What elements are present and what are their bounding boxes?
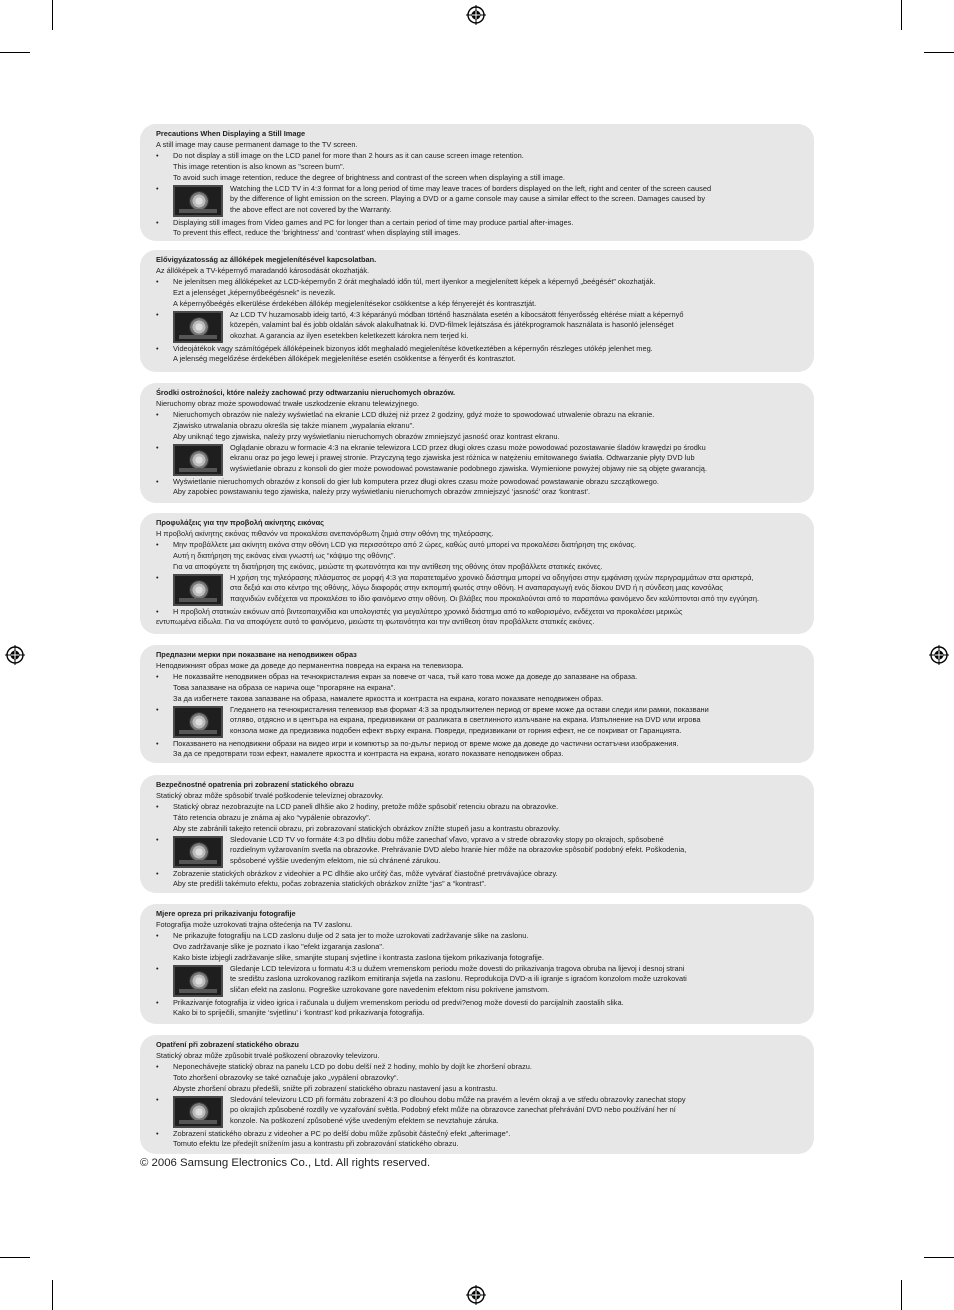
bullet-text: • Μην προβάλλετε μια ακίνητη εικόνα στην οθόνη LCD για περισσότερο από 2 ώρες, καθώς αυτό μπορεί να προκαλέσει διατήρηση της εικόνας.: [156, 540, 804, 551]
crop-mark: [52, 1280, 53, 1310]
bullet-subtext: Ovo zadržavanje slike je poznato i kao "efekt izgaranja zaslona".: [173, 941, 385, 951]
section-intro: Statický obraz môže spôsobiť trvalé poškodenie televíznej obrazovky.: [156, 790, 384, 800]
bullet-subtext: Zjawisko utrwalania obrazu określa się także mianem „wypalania ekranu”.: [173, 420, 415, 430]
bullet-subtext: Abyste zhoršení obrazu předešli, snižte při zobrazení statického obrazu nastavení jasu a kontrastu.: [173, 1083, 498, 1093]
crop-mark: [901, 0, 902, 30]
screen-thumbnail-icon: [173, 965, 223, 997]
bullet-text: • Az LCD TV huzamosabb ideig tartó, 4:3 képarányú módban történő használata esetén a kibocsátott fényerősség eltérése miatt a képernyő: [230, 309, 684, 319]
bullet-subtext: Aby ste predišli takémuto efektu, počas zobrazenia statických obrázkov znížte “jas” a “kontrast”.: [173, 879, 487, 889]
bullet-subtext: Aby zapobiec powstawaniu tego zjawiska, należy przy wyświetlaniu nieruchomych obrazów zmniejszyć ‘jasność’ oraz ‘kontrast’.: [173, 487, 591, 497]
bullet-text: • Ne prikazujte fotografiju na LCD zaslonu dulje od 2 sata jer to može uzrokovati zadržavanje slike na zaslonu.: [156, 931, 804, 942]
screen-thumbnail-icon: [173, 836, 223, 868]
screen-thumbnail-icon: [173, 574, 223, 606]
bullet-subtext: Toto zhoršení obrazovky se také označuje jako „vypálení obrazovky“.: [173, 1072, 399, 1082]
registration-mark-icon: [466, 1285, 486, 1305]
bullet-subtext: Kako biste izbjegli zadržavanje slike, smanjite stupanj svjetline i kontrasta zaslona tijekom prikazivanja fotografije.: [173, 952, 544, 962]
screen-thumbnail-icon: [173, 311, 223, 343]
precautions-section-hungarian: [140, 250, 814, 372]
bullet-text: • Gledanje LCD televizora u formatu 4:3 u dužem vremenskom periodu može dovesti do prikazivanja tragova obruba na lijevoj i desnoj strani: [230, 963, 685, 973]
bullet-text: • Displaying still images from Video games and PC for longer than a certain period of time may produce partial after-images.: [156, 218, 804, 229]
bullet-subtext: To avoid such image retention, reduce the degree of brightness and contrast of the screen when displaying a still image.: [173, 172, 565, 182]
bullet-subtext: Ezt a jelenséget „képernyőbeégésnek” is nevezik.: [173, 287, 336, 297]
bullet-subtext: Aby uniknąć tego zjawiska, należy przy wyświetlaniu nieruchomych obrazów zmniejszyć jasność oraz kontrast ekranu.: [173, 431, 560, 441]
bullet-text: te središtu zaslona uzrokovanog razlikom emitiranja svjetla na zaslonu. Reprodukcija DVD-a ili igranje s igraćom konzolom može uzrokovati: [230, 974, 687, 984]
bullet-text: • Do not display a still image on the LCD panel for more than 2 hours as it can cause screen image retention.: [156, 151, 804, 162]
section-title: Precautions When Displaying a Still Image: [156, 129, 306, 138]
screen-thumbnail-icon: [173, 444, 223, 476]
section-intro: Η προβολή ακίνητης εικόνας πιθανόν να προκαλέσει ανεπανόρθωτη ζημιά στην οθόνη της τηλεόρασης.: [156, 528, 494, 538]
bullet-text: • Prikazivanje fotografija iz video igrica i računala u duljem vremenskom periodu od predvi?enog može dovesti do parcijalnih zaostalih slika.: [156, 998, 804, 1009]
section-title: Προφυλάξεις για την προβολή ακίνητης εικόνας: [156, 518, 325, 527]
bullet-text: конзола може да предизвика подобен ефект върху екрана. Повреди, предизвикани от горния ефект, не се покриват от Гаранцията.: [230, 726, 682, 736]
bullet-text: ekranu oraz po jego lewej i prawej stronie. Przyczyną tego zjawiska jest różnica w natężeniu emitowanego światła. Odtwarzanie płyty DVD lub: [230, 453, 695, 463]
bullet-subtext: Αυτή η διατήρηση της εικόνας είναι γνωστή ως “κάψιμο της οθόνης”.: [173, 550, 396, 560]
crop-mark: [924, 52, 954, 53]
bullet-with-image: [156, 705, 804, 739]
section-intro: Fotografija može uzrokovati trajna oštećenja na TV zaslonu.: [156, 919, 353, 929]
bullet-text: rozdielnym vyžarovaním svetla na obrazovke. Prehrávanie DVD alebo hranie hier môže na obrazovke spôsobiť podobný efekt. Poškodenia,: [230, 845, 687, 855]
bullet-subtext: Aby ste zabránili takejto retencii obrazu, pri zobrazovaní statických obrázkov znížte stupeň jasu a kontrastu obrazovky.: [173, 823, 561, 833]
section-title: Mjere opreza pri prikazivanju fotografije: [156, 909, 296, 918]
bullet-text: • Sledovanie LCD TV vo formáte 4:3 po dlhšiu dobu môže zanechať vľavo, vpravo a v strede obrazovky stopy po okrajoch, spôsobené: [230, 834, 664, 844]
bullet-text: sličan efekt na zaslonu. Pogreške uzrokovane gore navedenim efektom nisu pokrivene jamstvom.: [230, 985, 550, 995]
section-intro: Nieruchomy obraz może spowodować trwałe uszkodzenie ekranu telewizyjnego.: [156, 398, 419, 408]
section-title: Предпазни мерки при показване на неподвижен образ: [156, 650, 357, 659]
section-intro: Неподвижният образ може да доведе до перманентна повреда на екрана на телевизора.: [156, 660, 464, 670]
registration-mark-icon: [5, 645, 25, 665]
section-title: Środki ostrożności, które należy zachować przy odtwarzaniu nieruchomych obrazów.: [156, 388, 456, 397]
precautions-section-english: [140, 124, 814, 241]
bullet-text: • Sledování televizoru LCD při formátu zobrazení 4:3 po dlouhou dobu může na pravém a levém okraji a ve středu obrazovky zanechat stopy: [230, 1094, 686, 1104]
bullet-text: közepén, valamint bal és jobb oldalán sávok alakulhatnak ki. DVD-filmek lejátszása és játékprogramok használata is hasonló jelenséget: [230, 320, 674, 330]
bullet-subtext: A képernyőbeégés elkerülése érdekében állókép megjelenítésekor csökkentse a kép fényerejét és kontrasztját.: [173, 298, 537, 308]
section-title: Bezpečnostné opatrenia pri zobrazení statického obrazu: [156, 780, 354, 789]
bullet-subtext: Táto retencia obrazu je známa aj ako “vypálenie obrazovky”.: [173, 812, 371, 822]
bullet-text: • Ne jelenítsen meg állóképeket az LCD-képernyőn 2 órát meghaladó időn túl, mert ilyenkor a megjelenített képek a képernyő „beégését” okozhatják.: [156, 277, 804, 288]
crop-mark: [924, 1257, 954, 1258]
crop-mark: [52, 0, 53, 30]
screen-thumbnail-icon: [173, 185, 223, 217]
bullet-subtext: This image retention is also known as "screen burn".: [173, 161, 345, 171]
bullet-with-image: [156, 835, 804, 869]
bullet-text: • Nieruchomych obrazów nie należy wyświetlać na ekranie LCD dłużej niż przez 2 godziny, gdyż może to spowodować utrwalenie obrazu na ekranie.: [156, 410, 804, 421]
bullet-text: • Zobrazení statického obrazu z videoher a PC po delší dobu může způsobit částečný efekt „afterimage“.: [156, 1129, 804, 1140]
screen-thumbnail-icon: [173, 706, 223, 738]
crop-mark: [901, 1280, 902, 1310]
bullet-text: wyświetlanie obrazu z konsoli do gier może powodować powstawanie podobnego zjawiska. Wymienione powyżej objawy nie są objęte gwarancją.: [230, 464, 707, 474]
bullet-text: • Не показвайте неподвижен образ на течнокристалния екран за повече от часа, тъй като това може да доведе до запазване на образа.: [156, 672, 804, 683]
precautions-section-greek: [140, 513, 814, 634]
bullet-with-image: [156, 310, 804, 344]
bullet-text: • Η χρήση της τηλεόρασης πλάσματος σε μορφή 4:3 για παρατεταμένο χρονικό διάστημα μπορεί να οδηγήσει στην εμφάνιση ιχνών περιγραμμάτων στα αριστερά,: [230, 572, 754, 582]
precautions-section-czech: [140, 1035, 814, 1154]
bullet-text: • Zobrazenie statických obrázkov z videohier a PC dlhšie ako určitý čas, môže vytvárať čiastočné pretrvávajúce obrazy.: [156, 869, 804, 880]
bullet-subtext: Kako bi to spriječili, smanjite ‘svjetlinu’ i ‘kontrast’ kod prikazivanja fotografija.: [173, 1008, 425, 1018]
bullet-text: отляво, отдясно и в центъра на екрана, предизвикани от разликата в светлинното излъчване на екрана. Изпълнение на DVD или игрова: [230, 715, 701, 725]
bullet-with-image: [156, 964, 804, 998]
bullet-subtext: A jelenség megelőzése érdekében állóképek megjelenítése esetén csökkentse a fényerőt és kontrasztot.: [173, 354, 516, 364]
bullet-text: • Η προβολή στατικών εικόνων από βιντεοπαιχνίδια και υπολογιστές για μεγαλύτερο χρονικό διάστημα από το καθορισμένο, ενδέχεται να προκαλέσει μερικώς: [156, 607, 804, 618]
section-title: Elővigyázatosság az állóképek megjelenítésével kapcsolatban.: [156, 255, 377, 264]
precautions-section-slovak: [140, 775, 814, 893]
bullet-with-image: [156, 573, 804, 607]
bullet-text: • Watching the LCD TV in 4:3 format for a long period of time may leave traces of borders displayed on the left, right and center of the screen caused: [230, 183, 712, 193]
bullet-subtext: За да се предотврати този ефект, намалете яркостта и контраста на екрана, когато показвате неподвижен образ.: [173, 749, 564, 759]
precautions-section-bulgarian: [140, 645, 814, 763]
bullet-text: • Neponechávejte statický obraz na panelu LCD po dobu delší než 2 hodiny, mohlo by dojít ke zhoršení obrazu.: [156, 1062, 804, 1073]
copyright-notice: © 2006 Samsung Electronics Co., Ltd. All rights reserved.: [140, 1157, 431, 1169]
bullet-subtext: За да избегнете такова запазване на образа, намалете яркостта и контраста на екрана, когато показвате неподвижен образ.: [173, 693, 604, 703]
bullet-text: • Videojátékok vagy számítógépek állóképeinek bizonyos időt meghaladó megjelenítése következtében a képernyőn részleges utókép jelenhet meg.: [156, 344, 804, 355]
bullet-subtext: Για να αποφύγετε τη διατήρηση της εικόνας, μειώστε τη φωτεινότητα και την αντίθεση της οθόνης όταν προβάλλετε στατικές εικόνες.: [173, 561, 603, 571]
section-intro: A still image may cause permanent damage to the TV screen.: [156, 139, 358, 149]
section-title: Opatření při zobrazení statického obrazu: [156, 1040, 299, 1049]
bullet-text: • Wyświetlanie nieruchomych obrazów z konsoli do gier lub komputera przez długi okres czasu może powodować powstawanie obrazu szczątkowego.: [156, 477, 804, 488]
bullet-text: po okrajích způsobené rozdíly ve vyzařování světla. Podobný efekt může na obrazovce zanechat přehrávání DVD nebo používání her ní: [230, 1105, 676, 1115]
bullet-text: by the difference of light emission on the screen. Playing a DVD or a game console may cause a similar effect to the screen. Damages caused by: [230, 194, 706, 204]
precautions-section-polish: [140, 383, 814, 503]
bullet-text: • Гледането на течнокристалния телевизор във формат 4:3 за продължителен период от време може да остави следи или рамки, показвани: [230, 704, 709, 714]
bullet-subtext: To prevent this effect, reduce the ‘brightness’ and ‘contrast’ when displaying still images.: [173, 228, 461, 238]
bullet-text: konzole. Na poškození způsobené výše uvedeným efektem se nevztahuje záruka.: [230, 1116, 499, 1126]
screen-thumbnail-icon: [173, 1096, 223, 1128]
bullet-text: spôsobené vyššie uvedeným efektom, nie sú chránené zárukou.: [230, 856, 441, 866]
crop-mark: [0, 52, 30, 53]
bullet-text: • Oglądanie obrazu w formacie 4:3 na ekranie telewizora LCD przez długi okres czasu może powodować pozostawanie śladów krawędzi po środku: [230, 442, 706, 452]
bullet-text-continued: εντυπωμένα είδωλα. Για να αποφύγετε αυτό το φαινόμενο, μειώστε τη φωτεινότητα και την αντίθεση όταν προβάλλετε στατικές εικόνες.: [156, 617, 595, 627]
section-intro: Az állóképek a TV-képernyő maradandó károsodását okozhatják.: [156, 265, 370, 275]
precautions-section-croatian: [140, 904, 814, 1024]
bullet-text: παιχνιδιών ενδέχεται να προκαλέσει το ίδιο φαινόμενο στην οθόνη. Οι βλάβες που προκαλούνται από το παραπάνω φαινόμενο δεν καλύπτονται από την εγγύηση.: [230, 594, 760, 604]
crop-mark: [0, 1257, 30, 1258]
bullet-text: • Показването на неподвижни образи на видео игри и компютър за по-дълъг период от време може да доведе до частични остатъчни изображения.: [156, 739, 804, 750]
bullet-text: the above effect are not covered by the Warranty.: [230, 205, 392, 215]
bullet-text: okozhat. A garancia az ilyen esetekben keletkezett károkra nem terjed ki.: [230, 331, 469, 341]
bullet-subtext: Това запазване на образа се нарича още "прогаряне на екрана".: [173, 682, 396, 692]
bullet-subtext: Tomuto efektu lze předejít snížením jasu a kontrastu při zobrazování statického obrazu.: [173, 1139, 459, 1149]
bullet-text: • Statický obraz nezobrazujte na LCD paneli dlhšie ako 2 hodiny, pretože môže spôsobiť retenciu obrazu na obrazovke.: [156, 802, 804, 813]
bullet-with-image: [156, 443, 804, 477]
bullet-with-image: [156, 1095, 804, 1129]
registration-mark-icon: [929, 645, 949, 665]
bullet-with-image: [156, 184, 804, 218]
registration-mark-icon: [466, 5, 486, 25]
section-intro: Statický obraz může způsobit trvalé poškození obrazovky televizoru.: [156, 1050, 380, 1060]
bullet-text: στα δεξιά και στο κέντρο της οθόνης, λόγω διαφοράς στην εκπομπή φωτός στην οθόνη. Η αναπαραγωγή ενός δίσκου DVD ή η σύνδεση μιας κονσόλας: [230, 583, 723, 593]
